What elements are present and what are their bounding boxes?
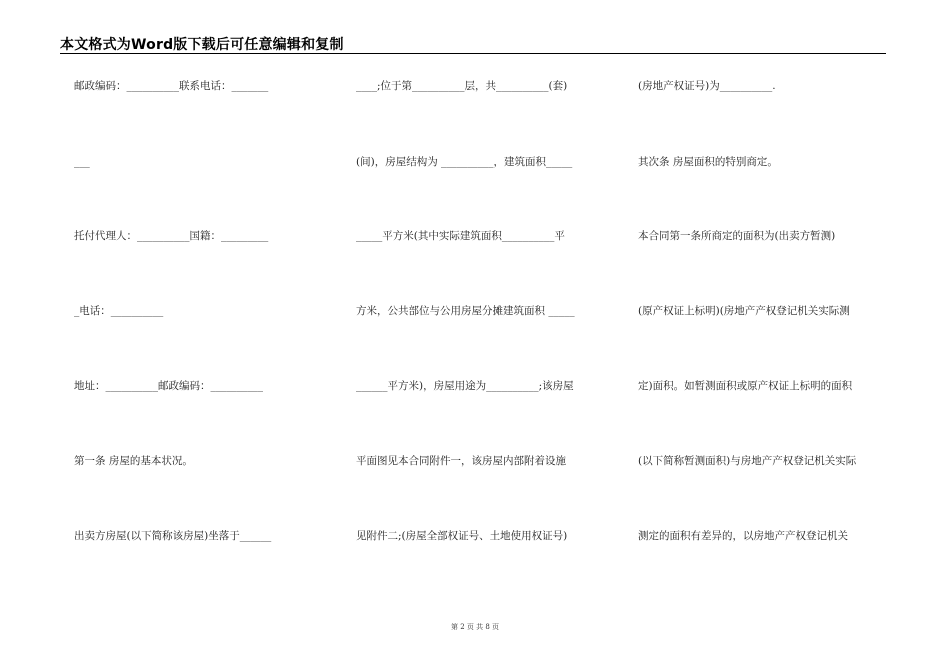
- text-line: 见附件二;(房屋全部权证号、土地使用权证号): [356, 530, 568, 542]
- text-line: 第一条 房屋的基本状况。: [74, 455, 193, 467]
- text-line: (以下简称暂测面积)与房地产产权登记机关实际: [638, 455, 857, 467]
- text-line: 平面图见本合同附件一，该房屋内部附着设施: [356, 455, 566, 467]
- header-divider: [60, 53, 886, 54]
- text-line: (房地产权证号)为__________.: [638, 80, 776, 92]
- text-line: 本合同第一条所商定的面积为(出卖方暂测): [638, 230, 836, 242]
- text-line: ___: [74, 156, 90, 168]
- page-number: 第 2 页 共 8 页: [450, 623, 500, 631]
- text-line: ____;位于第__________层，共__________(套): [356, 80, 568, 92]
- text-line: 出卖方房屋(以下简称该房屋)坐落于______: [74, 530, 272, 542]
- text-line: 其次条 房屋面积的特别商定。: [638, 156, 778, 168]
- text-line: _____平方米(其中实际建筑面积__________平: [356, 230, 565, 242]
- text-line: 邮政编码：__________联系电话：_______: [74, 80, 269, 92]
- text-line: _电话：__________: [74, 305, 164, 317]
- text-line: ______平方米)，房屋用途为__________;该房屋: [356, 380, 574, 392]
- text-line: 地址：__________邮政编码：__________: [74, 380, 263, 392]
- text-line: (间)，房屋结构为 __________，建筑面积_____: [356, 156, 573, 168]
- text-line: 定)面积。如暂测面积或原产权证上标明的面积: [638, 380, 853, 392]
- text-line: (原产权证上标明)(房地产产权登记机关实际测: [638, 305, 850, 317]
- document-header-title: 本文格式为Word版下载后可任意编辑和复制: [60, 37, 344, 53]
- text-line: 托付代理人：__________国籍：_________: [74, 230, 269, 242]
- text-line: 测定的面积有差异的，以房地产产权登记机关: [638, 530, 848, 542]
- text-line: 方米，公共部位与公用房屋分摊建筑面积 _____: [356, 305, 575, 317]
